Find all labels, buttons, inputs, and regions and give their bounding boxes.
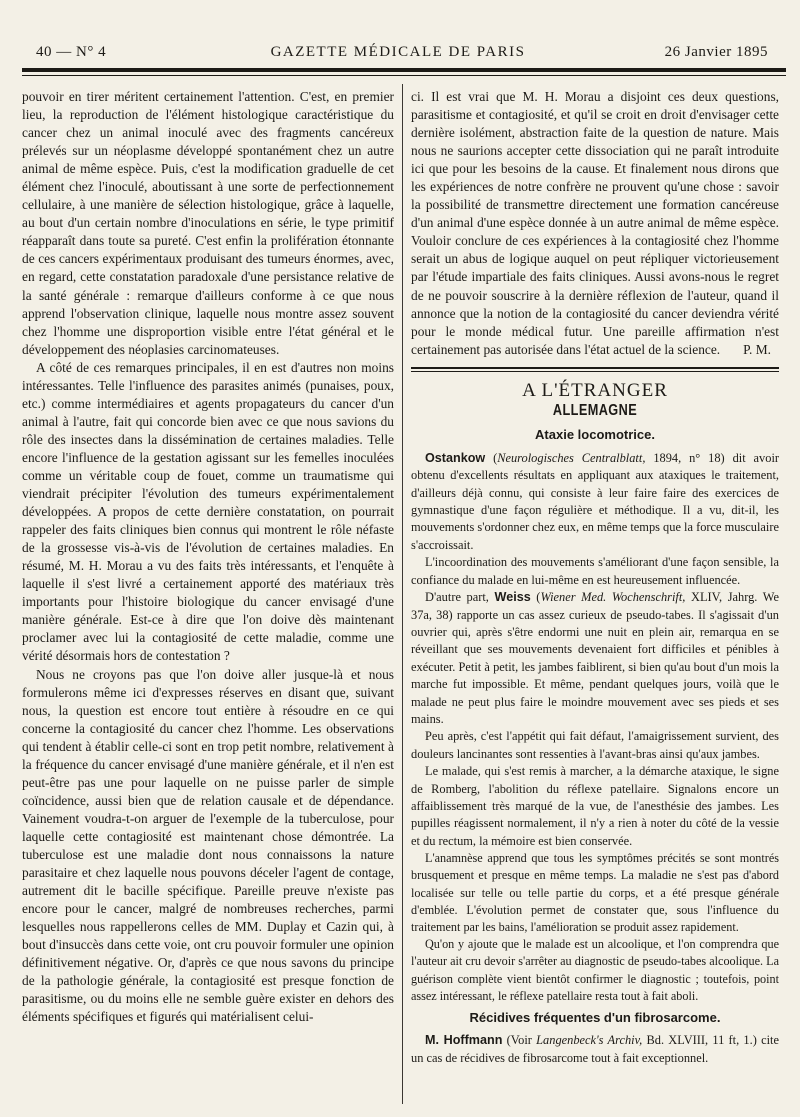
paragraph: Peu après, c'est l'appétit qui fait défaut, l'amaigrissement survient, des douleurs lancinantes sont ressenties à l'avant-bras ainsi qu'aux jambes. bbox=[411, 729, 779, 761]
section-title: A L'ÉTRANGER bbox=[522, 379, 668, 401]
author-name: Ostankow bbox=[425, 450, 486, 465]
entry-text: cite un cas de récidives de fibrosarcome tout à fait exceptionnel. bbox=[411, 1033, 779, 1065]
paragraph: A côté de ces remarques principales, il en est d'autres non moins intéressantes. Telle l'influence des parasites animés (punaises, poux, etc.) comme intermédiaires et agents propagateurs du cancer d'un animal à l'autre, fait qui concorde bien avec ce que nous savions du rôle des insectes dans la dissémination de certaines maladies. Telle encore l'influence de la gestation agissant sur les femelles inoculées comme un véritable coup de fouet, comme un traumatisme qui viendrait précipiter l'évolution des tumeurs expérimentalement développées. A propos de cette dernière constatation, on pourrait rappeler des faits cliniques bien connus qui montrent le rôle néfaste de la grossesse vis-à-vis de l'évolution de certaines maladies. En résumé, M. H. Morau a vu des faits très intéressants, et l'enquête à laquelle il s'est livré a certainement apporté des matériaux très importants pour l'histoire biologique du cancer envisagé d'une manière générale. Est-ce à dire que l'on doive dès maintenant proclamer avec lui la contagiosité de cette maladie, comme une vérité désormais hors de contestation ? bbox=[22, 359, 394, 664]
page-header bbox=[28, 40, 768, 66]
subject-heading: Récidives fréquentes d'un fibrosarcome. bbox=[469, 1010, 721, 1026]
source-prefix: (Voir bbox=[506, 1033, 532, 1048]
source-title: Langenbeck's Archiv, bbox=[536, 1033, 643, 1048]
source-title: Wiener Med. Wochenschrift, bbox=[540, 590, 686, 605]
source-title: Neurologisches Centralblatt, bbox=[497, 450, 646, 465]
page-number: 40 — N° 4 bbox=[36, 44, 107, 60]
paragraph: pouvoir en tirer méritent certainement l'attention. C'est, en premier lieu, la reproduction de l'élément histologique caractéristique du cancer chez un animal inoculé avec des fragments cancéreux prélevés sur un néoplasme développé spontanément chez un autre animal de même espèce. Puis, c'est la modification graduelle de cet élément chez l'inoculé, aboutissant à une sorte de perfectionnement cellulaire, à une manière de sélection histologique, grâce à laquelle, au bout d'un certain nombre d'inoculations en série, le type primitif réapparaît dans toute sa pureté. C'est enfin la prolifération étonnante de ces cancers expérimentaux produisant des tumeurs énormes, avec, en regard, cette constatation paradoxale d'une persistance relative de la santé générale : remarque d'ailleurs conforme à ce que nous apprend l'observation clinique, laquelle nous montre assez souvent chez l'homme une disproportion visible entre l'état général et le développement des néoplasies carcinomateuses. bbox=[22, 89, 394, 357]
source-ref: 1894, n° 18) bbox=[653, 450, 725, 465]
section-rule bbox=[411, 367, 779, 372]
ostankow-entry: Ostankow (Neurologisches Centralblatt, 1894, n° 18) dit avoir obtenu d'excellents résultats en appliquant aux ataxiques le traitement, d'ailleurs déjà connu, qui consiste à leur faire faire des exercices de gymnastique d'une façon régulière et méthodique. Il a vu, dit-il, les mouvements s'ordonner chez eux, en même temps que la force musculaire s'accroissait. bbox=[411, 450, 780, 552]
issue-date: 26 Janvier 1895 bbox=[664, 44, 768, 60]
source-ref: XLIV, Jahrg. We 37a, 38) bbox=[411, 590, 779, 622]
country-heading: ALLEMAGNE bbox=[552, 401, 638, 419]
hoffmann-entry bbox=[411, 1032, 779, 1067]
paragraph: L'anamnèse apprend que tous les symptômes précités se sont montrés brusquement et presque en même temps. La maladie ne s'est pas d'abord localisée sur telle ou telle partie du corps, et a été presque générale d'emblée. L'évolution permet de constater que, sous l'influence du traitement par les bains, l'amélioration se produit assez rapidement. bbox=[411, 851, 779, 934]
continuation-paragraph bbox=[411, 88, 779, 359]
paragraph: Le malade, qui s'est remis à marcher, a la démarche ataxique, le signe de Romberg, l'abolition du réflexe patellaire. Signalons encore un affaiblissement très marqué de la vue, de l'anesthésie des jambes. Les pupilles réagissent normalement, il n'y a rien à noter du côté de la vessie et du rectum, la mémoire est bien conservée. bbox=[411, 764, 779, 848]
continuation-text: ci. Il est vrai que M. H. Morau a disjoint ces deux questions, parasitisme et contagiosité, et qu'il se croit en droit d'envisager cette dernière isolément, abstraction faite de la question de nature. Mais nous ne saurions accepter cette dissociation qui ne paraît introduite ici que pour les besoins de la cause. Et finalement nous dirons que les expériences de notre confrère ne prouvent qu'une chose : savoir la possibilité de transmettre directement une formation cancéreuse d'un animal d'une espèce donnée à un autre animal de même espèce. Vouloir conclure de ces expériences à la contagiosité chez l'homme serait un abus de logique auquel on peut répliquer victorieusement par l'étude impartiale des faits cliniques. Aussi avons-nous le regret de ne pouvoir souscrire à la dernière réflexion de l'auteur, quand il annonce que la notion de la contagiosité du cancer deviendra vérité pour le monde médical futur. Une pareille affirmation n'est certainement pas autorisée dans l'état actuel de la science. bbox=[411, 89, 779, 357]
entry-intro: D'autre part, bbox=[425, 590, 489, 605]
foreign-news bbox=[411, 450, 779, 1067]
subject-heading: Ataxie locomotrice. bbox=[535, 426, 655, 442]
author-name: Weiss bbox=[494, 590, 531, 605]
paragraph: Nous ne croyons pas que l'on doive aller jusque-là et nous formulerons même ici d'expresses réserves en disant que, suivant nous, la question est encore tout entière à résoudre en ce qui concerne la contagiosité du cancer chez l'homme. Les observations qui tendent à établir celle-ci sont en trop petit nombre, relativement à la fréquence du cancer envisagé d'une manière générale, et il n'en est peut-être pas une pour laquelle on ne puisse parler de simple coïncidence, aussi bien que de relation causale et de dépendance. Vainement voudra-t-on arguer de l'exemple de la tuberculose, pour laquelle cette contagiosité est maintenant chose démontrée. La tuberculose est une maladie dont nous connaissons la nature parasitaire et chez laquelle nous pouvons déceler l'agent de contage, autrement dit le bacille spécifique. Pareille preuve n'existe pas encore pour le cancer, malgré de nombreuses recherches, parmi lesquelles nous rappellerons celles de MM. Duplay et Cazin qui, à bout d'insuccès dans cette voie, ont cru pouvoir formuler une opinion définitivement négative. Or, d'après ce que nous savons du principe de la pathologie générale, la contagiosité est presque fonction de parasitisme, ou du moins elle ne semble guère exister en dehors des éléments spécifiques et figurés qui matérialisent celui- bbox=[22, 666, 394, 1025]
weiss-entry: D'autre part, Weiss (Wiener Med. Wochenschrift, XLIV, Jahrg. We 37a, 38) rapporte un cas assez curieux de pseudo-tabes. Il s'agissait d'un ouvrier qui, après s'être endormi une nuit en plein air, remarqua en se réveillant que ses mouvements devenaient fort difficiles et pénibles à exécuter. Petit à petit, les jambes faiblirent, si bien qu'au bout d'un mois la marche fut impossible. Et même, pendant quelques jours, voilà que le malade ne peut plus faire le moindre mouvement avec ses pieds et ses mains. bbox=[411, 590, 779, 726]
right-column bbox=[411, 88, 779, 1067]
entry-text: rapporte un cas assez curieux de pseudo-tabes. Il s'agissait d'un ouvrier qui, après s'être endormi une nuit en plein air, remarqua en se réveillant que ses mouvements devenaient fort difficiles et pénibles à exécuter. Petit à petit, les jambes faiblirent, si bien qu'au bout d'un mois la marche fut impossible. Et même, pendant quelques jours, voilà que le malade ne peut plus faire le moindre mouvement avec ses pieds et ses mains. bbox=[411, 607, 779, 726]
author-signature: P. M. bbox=[743, 341, 771, 357]
column-divider bbox=[402, 84, 403, 1104]
source-ref: Bd. XLVIII, 11 ft, 1.) bbox=[646, 1033, 757, 1048]
header-rule bbox=[22, 68, 786, 76]
entry-text: dit avoir obtenu d'excellents résultats en appliquant aux ataxiques le traitement, d'ailleurs déjà connu, qui consiste à leur faire faire des exercices de gymnastique d'une façon régulière et méthodique. Il a vu, dit-il, les mouvements s'ordonner chez eux, en même temps que la force musculaire s'accroissait. bbox=[411, 450, 780, 552]
author-name: M. Hoffmann bbox=[425, 1033, 503, 1048]
paragraph: Qu'on y ajoute que le malade est un alcoolique, et l'on comprendra que l'auteur ait cru devoir s'arrêter au diagnostic de pseudo-tabes alcoolique. La guérison complète vient bientôt confirmer le diagnostic ; toutefois, point assez intéressant, le réflexe patellaire resta tout à fait aboli. bbox=[411, 937, 779, 1003]
journal-title: GAZETTE MÉDICALE DE PARIS bbox=[270, 44, 526, 60]
left-column bbox=[22, 88, 394, 1026]
paragraph: L'incoordination des mouvements s'améliorant d'une façon sensible, la confiance du malade en lui-même en est heureusement influencée. bbox=[411, 555, 779, 587]
